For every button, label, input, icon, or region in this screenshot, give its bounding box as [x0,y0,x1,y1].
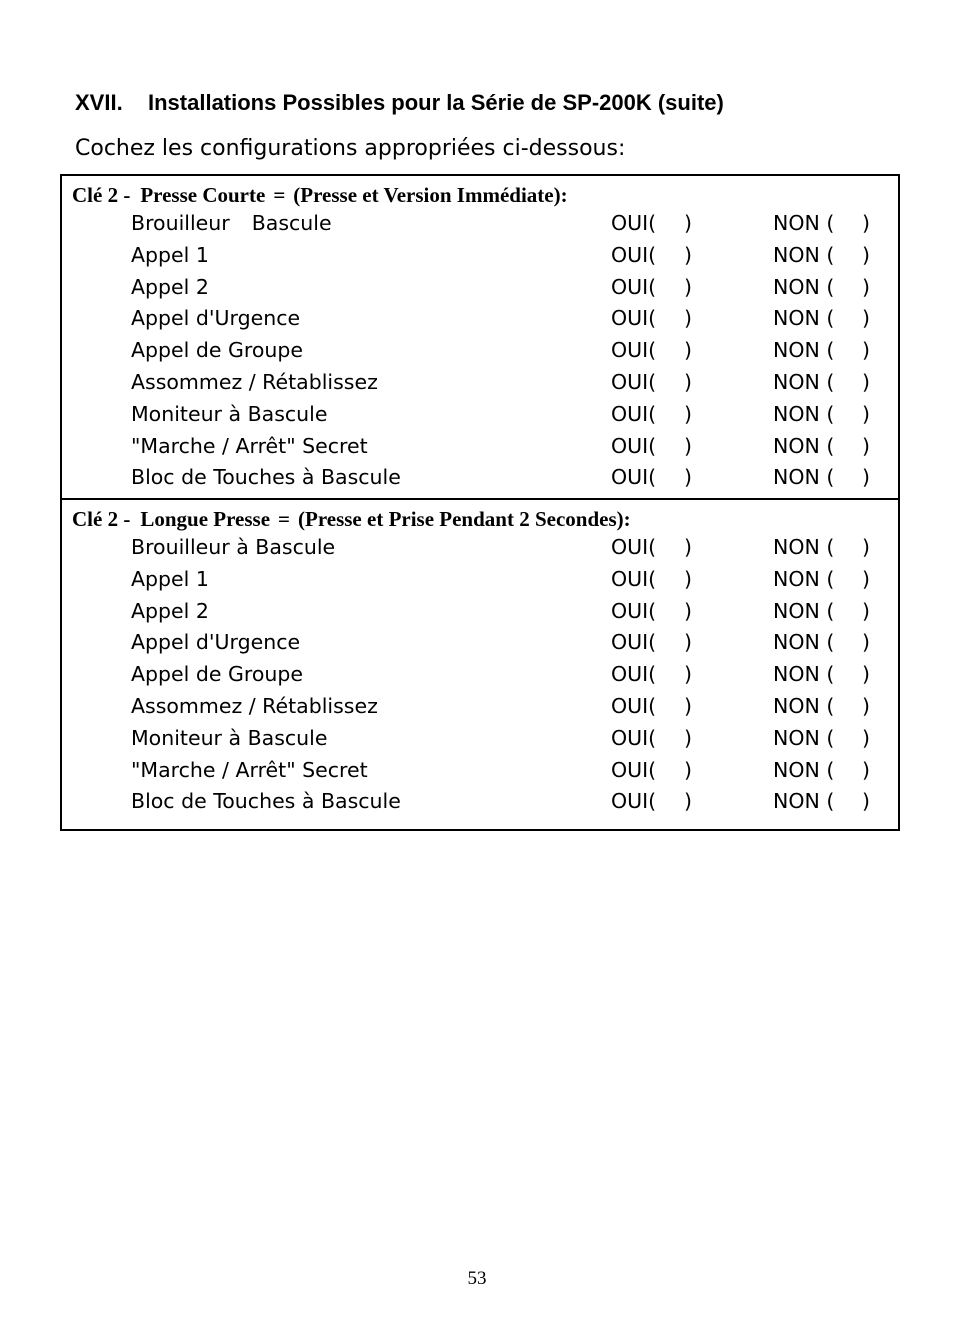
option-label-text: Bloc de Touches à Bascule [131,789,401,814]
no-checkbox[interactable]: NON ( [773,211,835,235]
long-press-rows [62,532,898,818]
option-label-text: Brouilleur à Bascule [131,535,336,559]
option-row [62,303,898,335]
option-label-text: Bloc de Touches à Bascule [131,465,401,490]
yes-checkbox-close: ) [684,401,692,426]
option-label-text: Appel 2 [131,274,209,299]
option-label [131,399,327,431]
yes-checkbox-close: ) [684,693,692,718]
short-press-section [62,176,898,498]
no-checkbox[interactable]: NON ( [773,535,835,559]
header-description: (Presse et Prise Pendant 2 Secondes): [298,507,631,531]
no-checkbox[interactable]: NON ( [773,369,835,394]
no-checkbox-close: ) [862,789,870,814]
yes-checkbox-close: ) [684,338,692,363]
yes-checkbox-close: ) [684,465,692,490]
option-row [62,691,898,723]
option-label [131,691,378,723]
header-press-type: Presse Courte [140,183,266,207]
yes-checkbox-close: ) [684,662,692,687]
yes-checkbox-close: ) [684,725,692,750]
page-title [75,90,724,116]
short-press-header [62,176,898,208]
no-checkbox[interactable]: NON ( [773,566,835,591]
yes-checkbox-close: ) [684,535,692,559]
no-checkbox-close: ) [862,369,870,394]
yes-checkbox[interactable]: OUI( [611,369,657,394]
yes-checkbox[interactable]: OUI( [611,630,657,655]
option-row [62,399,898,431]
option-label [131,240,209,272]
yes-checkbox-close: ) [684,789,692,814]
option-label [131,564,209,596]
header-description: (Presse et Version Immédiate): [293,183,568,207]
yes-checkbox[interactable]: OUI( [611,535,657,559]
no-checkbox[interactable]: NON ( [773,662,835,687]
no-checkbox[interactable]: NON ( [773,274,835,299]
option-label-text: Appel de Groupe [131,662,304,687]
option-row [62,272,898,304]
yes-checkbox[interactable]: OUI( [611,242,657,267]
yes-checkbox-close: ) [684,630,692,655]
yes-checkbox-close: ) [684,306,692,331]
yes-checkbox-close: ) [684,598,692,623]
no-checkbox-close: ) [862,465,870,490]
yes-checkbox[interactable]: OUI( [611,211,657,235]
yes-checkbox-close: ) [684,274,692,299]
yes-checkbox-close: ) [684,211,692,235]
no-checkbox[interactable]: NON ( [773,789,835,814]
option-label-text: Moniteur à Bascule [131,401,328,426]
yes-checkbox-close: ) [684,242,692,267]
header-press-type: Longue Presse [140,507,271,531]
configuration-table [60,174,900,831]
yes-checkbox[interactable]: OUI( [611,433,657,458]
option-label [131,462,401,494]
option-row [62,659,898,691]
option-row [62,462,898,494]
option-row [62,786,898,818]
option-label [131,303,300,335]
yes-checkbox[interactable]: OUI( [611,306,657,331]
option-row [62,755,898,787]
option-label-text: Assommez / Rétablissez [131,693,378,718]
option-label-text: Moniteur à Bascule [131,725,328,750]
no-checkbox[interactable]: NON ( [773,598,835,623]
no-checkbox-close: ) [862,566,870,591]
option-row [62,367,898,399]
no-checkbox-close: ) [862,338,870,363]
no-checkbox[interactable]: NON ( [773,338,835,363]
no-checkbox-close: ) [862,433,870,458]
option-label [131,367,378,399]
option-label [131,755,368,787]
option-label-text: Brouilleur [131,211,230,235]
no-checkbox-close: ) [862,662,870,687]
option-label [131,723,327,755]
no-checkbox-close: ) [862,725,870,750]
option-label [131,627,300,659]
no-checkbox[interactable]: NON ( [773,306,835,331]
no-checkbox-close: ) [862,630,870,655]
no-checkbox[interactable]: NON ( [773,433,835,458]
option-label [131,659,303,691]
option-row [62,723,898,755]
yes-checkbox[interactable]: OUI( [611,757,657,782]
section-number: XVII. [75,90,123,115]
no-checkbox[interactable]: NON ( [773,465,835,490]
no-checkbox-close: ) [862,242,870,267]
yes-checkbox-close: ) [684,566,692,591]
option-label [131,335,303,367]
option-row [62,208,898,240]
option-label [131,532,335,564]
option-label-text: Appel d'Urgence [131,630,301,655]
yes-checkbox[interactable]: OUI( [611,566,657,591]
no-checkbox-close: ) [862,401,870,426]
option-label [131,431,368,463]
yes-checkbox[interactable]: OUI( [611,401,657,426]
option-label-text: Appel de Groupe [131,338,304,363]
yes-checkbox[interactable]: OUI( [611,693,657,718]
no-checkbox[interactable]: NON ( [773,693,835,718]
no-checkbox-close: ) [862,535,870,559]
option-row [62,627,898,659]
yes-checkbox[interactable]: OUI( [611,338,657,363]
no-checkbox[interactable]: NON ( [773,242,835,267]
option-label-text: "Marche / Arrêt" Secret [131,757,368,782]
header-key: Clé 2 - [72,507,131,531]
instructions-text: Cochez les configurations appropriées ci-dessous: [75,136,626,161]
option-label [131,596,209,628]
option-label-text: Appel 1 [131,242,209,267]
long-press-header [62,500,898,532]
option-row [62,532,898,564]
no-checkbox-close: ) [862,598,870,623]
yes-checkbox[interactable]: OUI( [611,662,657,687]
option-row [62,431,898,463]
no-checkbox-close: ) [862,757,870,782]
option-row [62,240,898,272]
option-label [131,786,401,818]
yes-checkbox[interactable]: OUI( [611,274,657,299]
option-label-text: "Marche / Arrêt" Secret [131,433,368,458]
option-label-text: Appel 2 [131,598,209,623]
option-row [62,564,898,596]
header-equals: = [273,183,286,207]
no-checkbox-close: ) [862,274,870,299]
option-label-text: Assommez / Rétablissez [131,369,378,394]
no-checkbox[interactable]: NON ( [773,725,835,750]
no-checkbox-close: ) [862,693,870,718]
header-equals: = [278,507,290,531]
yes-checkbox[interactable]: OUI( [611,725,657,750]
yes-checkbox-close: ) [684,757,692,782]
no-checkbox-close: ) [862,211,870,235]
option-label-suffix: Bascule [251,211,332,235]
option-label [131,272,209,304]
yes-checkbox-close: ) [684,369,692,394]
option-label-text: Appel 1 [131,566,209,591]
section-title-text: Installations Possibles pour la Série de SP-200K (suite) [148,90,724,115]
yes-checkbox-close: ) [684,433,692,458]
option-row [62,596,898,628]
long-press-section [62,498,898,829]
yes-checkbox[interactable]: OUI( [611,598,657,623]
option-label-text: Appel d'Urgence [131,306,301,331]
no-checkbox[interactable]: NON ( [773,630,835,655]
no-checkbox[interactable]: NON ( [773,757,835,782]
no-checkbox-close: ) [862,306,870,331]
no-checkbox[interactable]: NON ( [773,401,835,426]
short-press-rows [62,208,898,494]
option-row [62,335,898,367]
option-label [131,208,332,240]
yes-checkbox[interactable]: OUI( [611,789,657,814]
header-key: Clé 2 - [72,183,131,207]
page-number: 53 [467,1268,487,1289]
yes-checkbox[interactable]: OUI( [611,465,657,490]
